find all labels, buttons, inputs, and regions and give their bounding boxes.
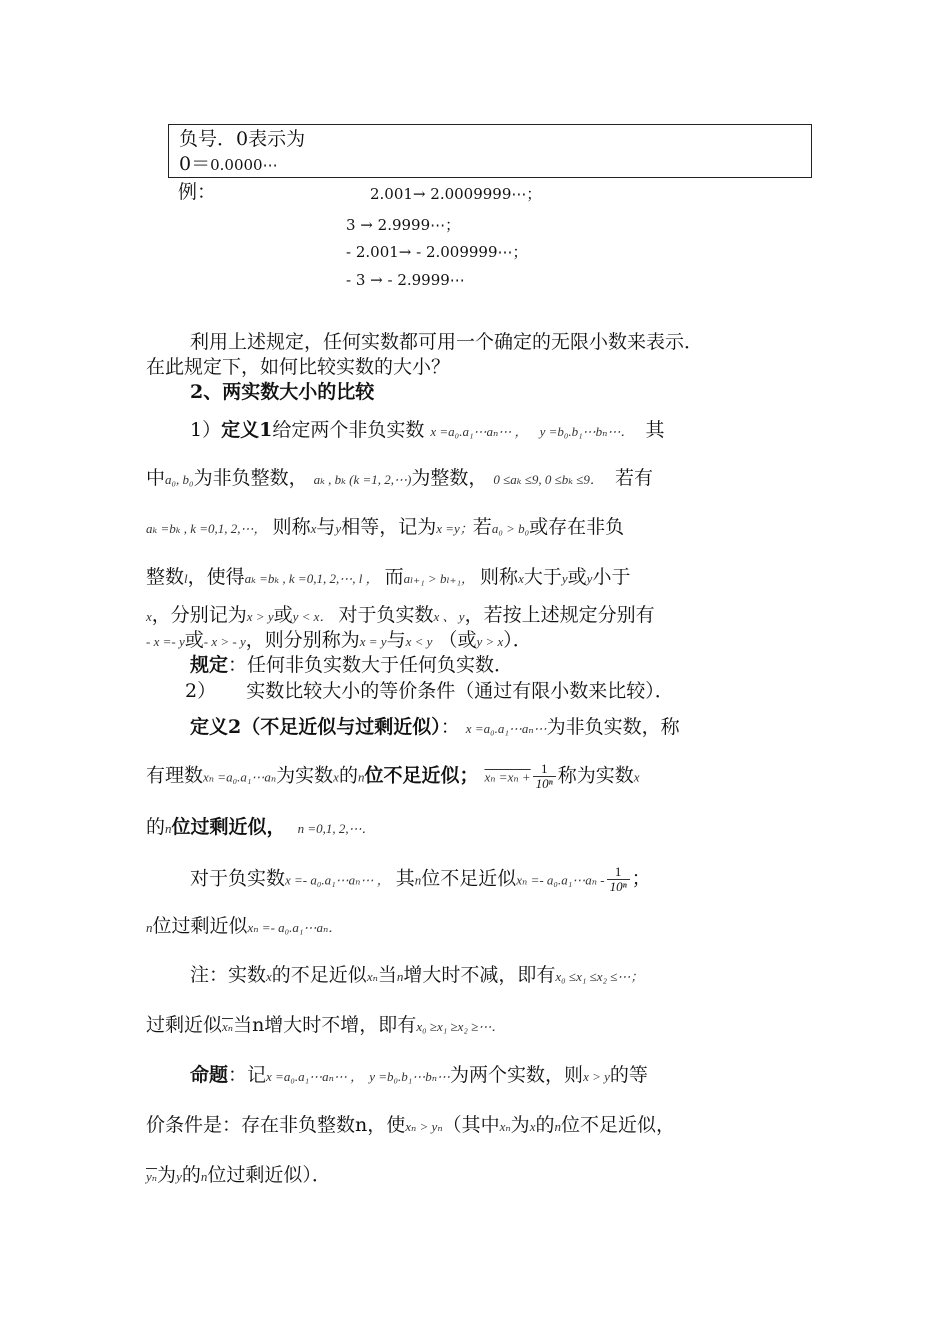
prop-formula: y (176, 1169, 182, 1184)
prop-formula: xₙ (499, 1119, 511, 1134)
prop-text: 的 (535, 1114, 555, 1136)
def1-text: 整数 (146, 566, 185, 588)
def1-line-3 (146, 515, 624, 541)
def2-line-3 (146, 815, 375, 841)
def2-text: 为非负实数，称 (546, 716, 680, 738)
note-formula: x (266, 969, 272, 984)
prop-line-1 (190, 1063, 648, 1089)
note-line-1 (190, 963, 643, 989)
note-line-2 (146, 1013, 504, 1039)
note-formula: x₀ ≤x₁ ≤x₂ ≤⋯； (555, 969, 644, 984)
prop-text: 的 (181, 1164, 201, 1186)
neg-formula: x =- a₀.a₁⋯aₙ⋯ ， (285, 872, 390, 888)
def1-formula-y: y =b₀.b₁⋯bₙ⋯． (539, 424, 634, 439)
def1-formula: x (518, 571, 524, 586)
def1-text: 而 (384, 566, 404, 588)
def2-label: 定义2（不足近似与过剩近似） (190, 716, 441, 738)
def2-text: 称为实数 (557, 764, 634, 787)
note-text: 当n增大时不增，即有 (233, 1014, 417, 1036)
def1-text: 或 (567, 566, 587, 588)
box-line-1 (179, 127, 305, 151)
def2-line-2 (146, 762, 640, 791)
prop-formula: n (554, 1119, 561, 1134)
fraction-denominator: 10ⁿ (609, 879, 627, 894)
def1-line-6 (146, 628, 532, 654)
def1-text: 则称 (480, 566, 519, 588)
def2-formula: x =a₀.a₁⋯aₙ⋯ (465, 721, 547, 736)
rule-text: ：任何非负实数大于任何负实数． (228, 654, 514, 676)
note-text: 当 (377, 964, 397, 986)
item2-text: 实数比较大小的等价条件（通过有限小数来比较）． (246, 680, 674, 702)
example-row-3: - 2.001→ - 2.009999⋯； (346, 243, 528, 261)
def1-formula: x > y (246, 609, 274, 624)
def2-text: 的 (338, 764, 358, 787)
def1-text: 或存在非负 (529, 516, 625, 538)
def1-text: ，则分别称为 (245, 629, 360, 651)
def2-text: ： (440, 716, 460, 738)
def2-formula: x (333, 769, 339, 785)
prop-formula: y =b₀.b₁⋯bₙ⋯ (369, 1069, 451, 1084)
intro-line-1: 利用上述规定，任何实数都可用一个确定的无限小数来表示． (190, 331, 704, 353)
neg-line-2 (146, 914, 341, 940)
def1-text: 为整数， (411, 467, 488, 489)
def1-formula: x (310, 521, 317, 536)
fraction-denominator: 10ⁿ (535, 776, 553, 791)
prop-text: 位过剩近似）． (207, 1164, 331, 1186)
prop-formula: $\overline{y_n}$ (146, 1169, 158, 1184)
rule-line (190, 653, 513, 677)
def1-formula: y (335, 521, 342, 536)
def2-text: 有理数 (146, 764, 204, 787)
prop-text: （其中 (442, 1114, 500, 1136)
box-line-2 (179, 152, 278, 177)
def1-formula: aₗ₊₁ > bₗ₊₁， (403, 571, 474, 586)
prop-formula: x =a₀.a₁⋯aₙ⋯ ， (266, 1069, 364, 1084)
def1-formula: a₀, b₀ (165, 472, 194, 487)
def2-bold: 位不足近似； (364, 764, 479, 787)
prop-formula: xₙ > yₙ (405, 1119, 443, 1134)
box-zero-label: 0＝ (179, 153, 211, 175)
box-zero-value: 0.0000⋯ (210, 156, 278, 174)
def1-text: 大于 (523, 566, 562, 588)
def2-text: 为实数 (276, 764, 334, 787)
def1-formula-x: x =a₀.a₁⋯aₙ⋯ ， (430, 424, 528, 439)
def1-formula: y (561, 571, 568, 586)
prop-formula: x (529, 1119, 536, 1134)
def1-formula: aₖ =bₖ , k =0,1, 2,⋯， (146, 521, 267, 536)
rule-label: 规定 (190, 654, 229, 676)
note-text: 过剩近似 (146, 1014, 223, 1036)
prop-text: 为 (157, 1164, 177, 1186)
note-text: 增大时不减，即有 (403, 964, 556, 986)
box-text-1: 负号．0表示为 (179, 128, 306, 150)
prop-text: 为 (510, 1114, 530, 1136)
def2-bold: 位过剩近似， (171, 816, 286, 838)
def2-text: 的 (146, 816, 166, 838)
def2-formula: xₙ =xₙ + (484, 769, 531, 785)
neg-fraction (607, 865, 630, 894)
neg-formula: xₙ =- a₀.a₁⋯aₙ - (516, 872, 605, 888)
prop-line-2 (146, 1113, 675, 1139)
fraction-numerator: 1 (607, 865, 630, 880)
def1-text: 相等，记为 (341, 516, 437, 538)
def1-line-5 (146, 603, 655, 629)
prop-formula: n (200, 1169, 208, 1184)
def1-text: 给定两个非负实数 (272, 419, 425, 441)
def1-text: 小于 (592, 566, 631, 588)
def1-formula: 0 ≤aₖ ≤9, 0 ≤bₖ ≤9． (493, 472, 603, 487)
note-formula: n (396, 969, 404, 984)
def2-formula: xₙ =a₀.a₁⋯aₙ (203, 769, 277, 785)
note-text: 的不足近似 (271, 964, 367, 986)
def1-formula: - x > - y (203, 634, 246, 649)
def2-formula: n =0,1, 2,⋯． (297, 821, 375, 836)
def1-formula: x (146, 609, 152, 624)
note-formula: xₙ (366, 969, 378, 984)
def1-text: 为非负整数， (193, 467, 308, 489)
def1-formula: a₀ > b₀ (491, 521, 530, 536)
def1-formula: y > x (476, 634, 504, 649)
prop-text: 为两个实数，则 (450, 1064, 584, 1086)
def1-text: ）． (503, 629, 532, 651)
section-title: 2、两实数大小的比较 (190, 381, 375, 403)
boxed-note (168, 124, 812, 178)
def1-formula: x =y； (436, 521, 473, 536)
def1-formula: y (586, 571, 593, 586)
example-row-1: 2.001→ 2.0009999⋯； (370, 185, 542, 203)
def1-text: 其 (645, 419, 665, 441)
example-label: 例： (178, 181, 217, 203)
neg-text: 位过剩近似 (152, 915, 248, 937)
def2-fraction (533, 762, 556, 791)
neg-text: 对于负实数 (190, 867, 286, 890)
def1-label: 定义1 (221, 419, 273, 441)
def1-text: 对于负实数 (338, 604, 434, 626)
def1-formula: aₖ =bₖ , k =0,1, 2,⋯, l ， (244, 571, 379, 586)
neg-text: 位不足近似 (421, 867, 517, 890)
def2-line-1 (190, 715, 680, 741)
neg-formula: n (146, 920, 153, 935)
prop-formula: x > y (583, 1069, 610, 1084)
def1-text: 若 (472, 516, 492, 538)
item2-number: 2） (185, 680, 217, 702)
def1-text: （或 (438, 629, 477, 651)
def1-formula: x 、 y (433, 609, 465, 624)
def2-formula: n (165, 821, 172, 836)
prop-text: 价条件是：存在非负整数n，使 (146, 1114, 406, 1136)
neg-formula: n (414, 872, 422, 888)
def1-formula: - x =- y (146, 634, 185, 649)
neg-text: 其 (395, 867, 415, 890)
def1-formula: x = y (359, 634, 387, 649)
def1-text: ，分别记为 (151, 604, 247, 626)
fraction-numerator: 1 (533, 762, 556, 777)
def1-formula: y < x． (292, 609, 333, 624)
def2-formula: n (357, 769, 365, 785)
example-row-2: 3 → 2.9999⋯； (346, 216, 461, 234)
example-row-4: - 3 → - 2.9999⋯ (346, 271, 465, 289)
neg-text: ； (631, 867, 651, 890)
def1-formula: x < y (405, 634, 433, 649)
neg-line-1 (190, 865, 651, 894)
def1-text: 或 (273, 604, 293, 626)
prop-text: ：记 (228, 1064, 267, 1086)
prop-text: 位不足近似， (560, 1114, 675, 1136)
def1-text: 与 (316, 516, 336, 538)
def1-line-2 (146, 466, 653, 492)
def1-formula: aₖ , bₖ (k =1, 2,⋯) (313, 472, 412, 487)
intro-line-2: 在此规定下，如何比较实数的大小？ (146, 356, 451, 378)
prop-line-3 (146, 1163, 331, 1189)
def1-line-1 (190, 418, 665, 444)
neg-formula: xₙ =- a₀.a₁⋯aₙ． (247, 920, 342, 935)
def1-text: ，使得 (187, 566, 245, 588)
def2-formula: x (633, 769, 640, 785)
prop-text: 的等 (609, 1064, 648, 1086)
def1-text: 中 (146, 467, 166, 489)
def1-text: 或 (184, 629, 204, 651)
def1-line-4 (146, 565, 630, 591)
prop-label: 命题 (190, 1064, 229, 1086)
item2-line (185, 679, 674, 703)
def1-text: 与 (386, 629, 406, 651)
note-formula: x₀ ≥x₁ ≥x₂ ≥⋯． (416, 1019, 505, 1034)
note-text: 注：实数 (190, 964, 267, 986)
def1-text: 若有 (615, 467, 654, 489)
def1-prefix: 1） (190, 419, 222, 441)
note-formula: $\overline{x_n}$ (222, 1019, 234, 1034)
def1-text: ，若按上述规定分别有 (464, 604, 655, 626)
def1-formula: l (184, 571, 188, 586)
def1-text: 则称 (272, 516, 311, 538)
